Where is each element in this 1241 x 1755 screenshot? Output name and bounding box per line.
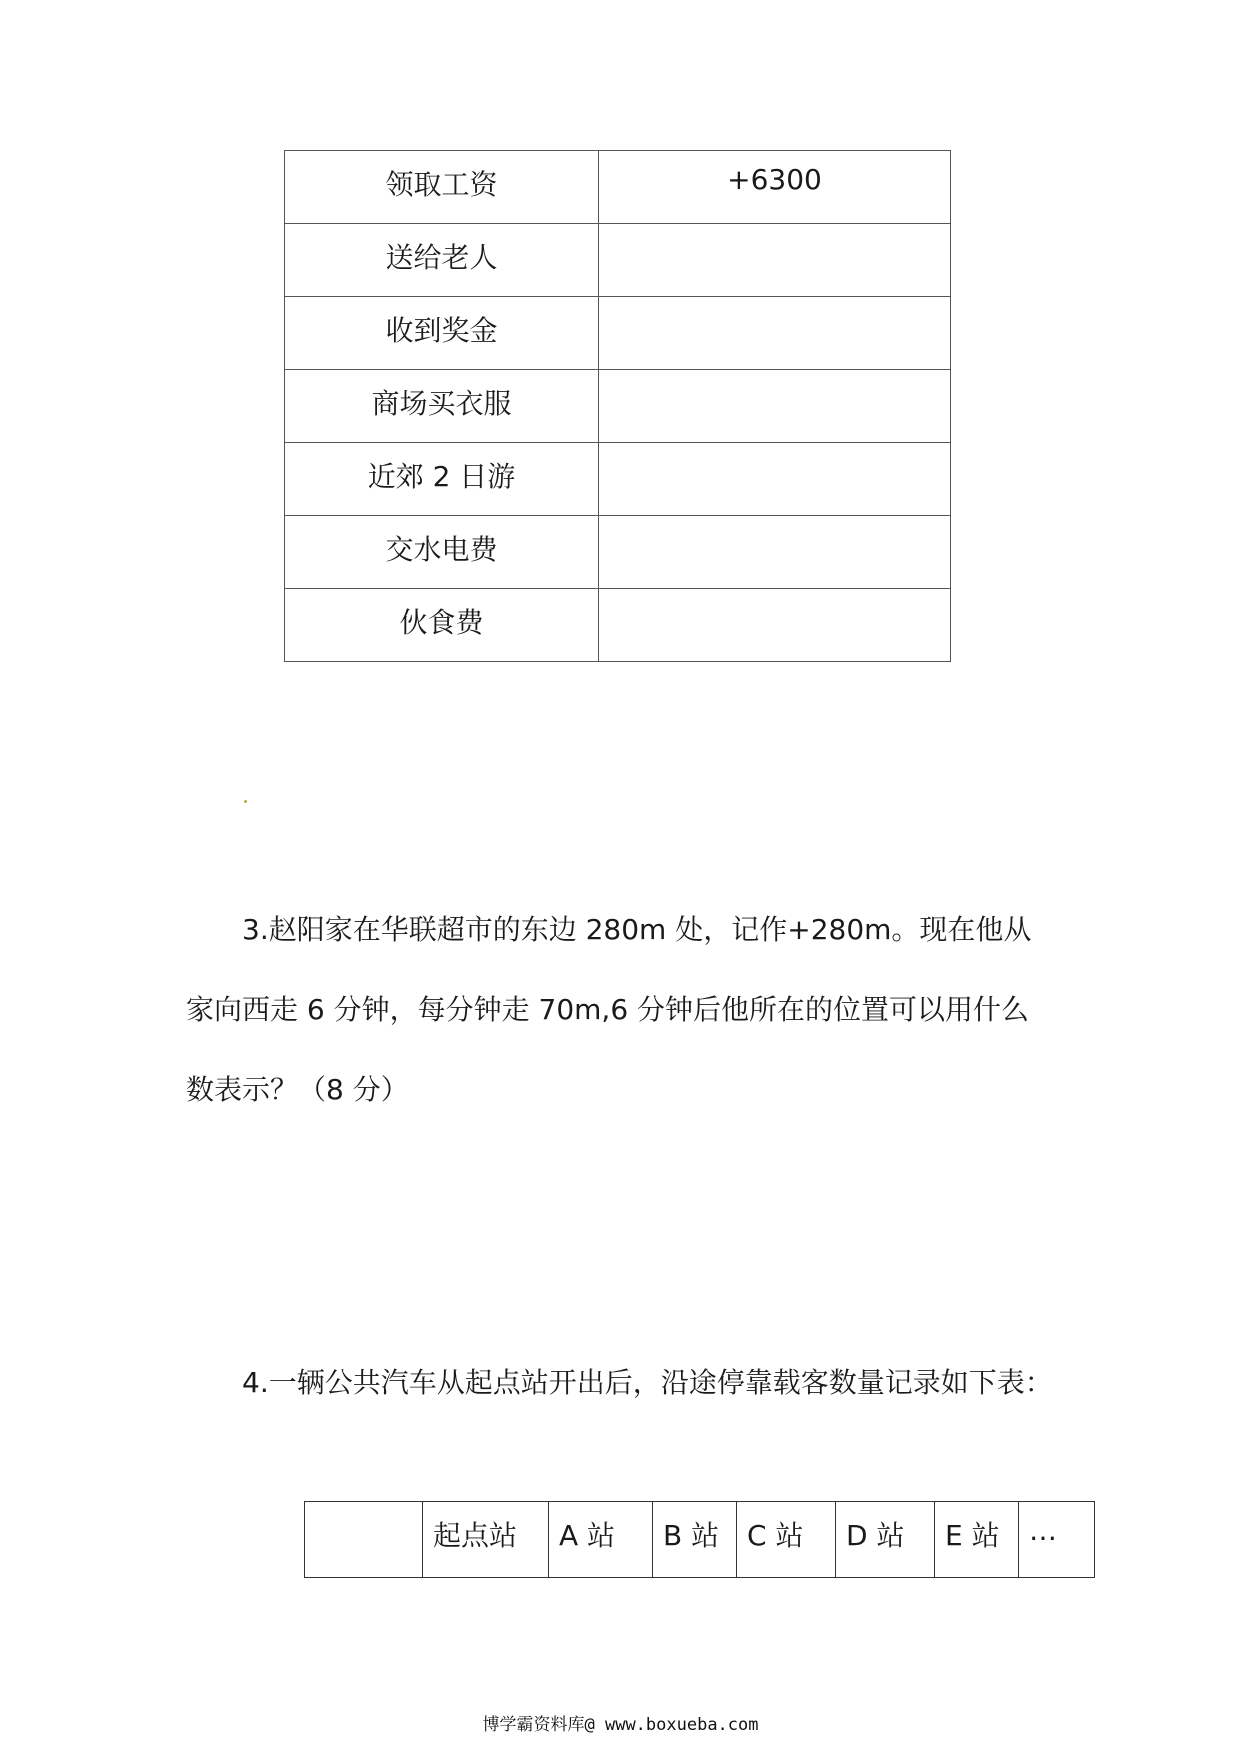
station-header-cell: A 站: [549, 1502, 653, 1578]
ledger-amount-cell: [599, 516, 951, 589]
station-header-cell: B 站: [653, 1502, 737, 1578]
table-row: [285, 589, 951, 662]
table-row: [285, 516, 951, 589]
table-row: [285, 370, 951, 443]
ledger-amount-cell: [599, 443, 951, 516]
station-header-cell: D 站: [836, 1502, 935, 1578]
ledger-amount-cell: [599, 297, 951, 370]
ledger-item-cell: 近郊 2 日游: [285, 443, 599, 516]
ledger-item-cell: 交水电费: [285, 516, 599, 589]
ledger-amount-cell: [599, 224, 951, 297]
table-row: [285, 443, 951, 516]
table-row: [285, 224, 951, 297]
stray-dot: [244, 800, 247, 803]
footer-watermark: 博学霸资料库@ www.boxueba.com: [482, 1715, 759, 1735]
ledger-item-cell: 伙食费: [285, 589, 599, 662]
station-header-cell: E 站: [935, 1502, 1019, 1578]
ledger-amount-cell: [599, 370, 951, 443]
table-row: [285, 151, 951, 224]
question-4-text: 4.一辆公共汽车从起点站开出后，沿途停靠载客数量记录如下表：: [242, 1366, 1053, 1399]
ledger-amount-cell: +6300: [599, 151, 951, 224]
ledger-item-cell: 商场买衣服: [285, 370, 599, 443]
ledger-item-cell: 收到奖金: [285, 297, 599, 370]
station-header-cell: [305, 1502, 423, 1578]
question-3-text: 3.赵阳家在华联超市的东边 280m 处，记作+280m。现在他从家向西走 6 分钟，每分钟走 70m,6 分钟后他所在的位置可以用什么数表示？（8 分）: [186, 913, 1032, 1106]
table-row: [305, 1502, 1095, 1578]
table-row: [285, 297, 951, 370]
station-header-cell: C 站: [737, 1502, 836, 1578]
ledger-amount-cell: [599, 589, 951, 662]
station-table: [304, 1501, 1095, 1578]
station-header-cell: 起点站: [423, 1502, 549, 1578]
ledger-table: [284, 150, 951, 662]
ledger-item-cell: 送给老人: [285, 224, 599, 297]
ledger-item-cell: 领取工资: [285, 151, 599, 224]
station-header-cell: …: [1019, 1502, 1095, 1578]
